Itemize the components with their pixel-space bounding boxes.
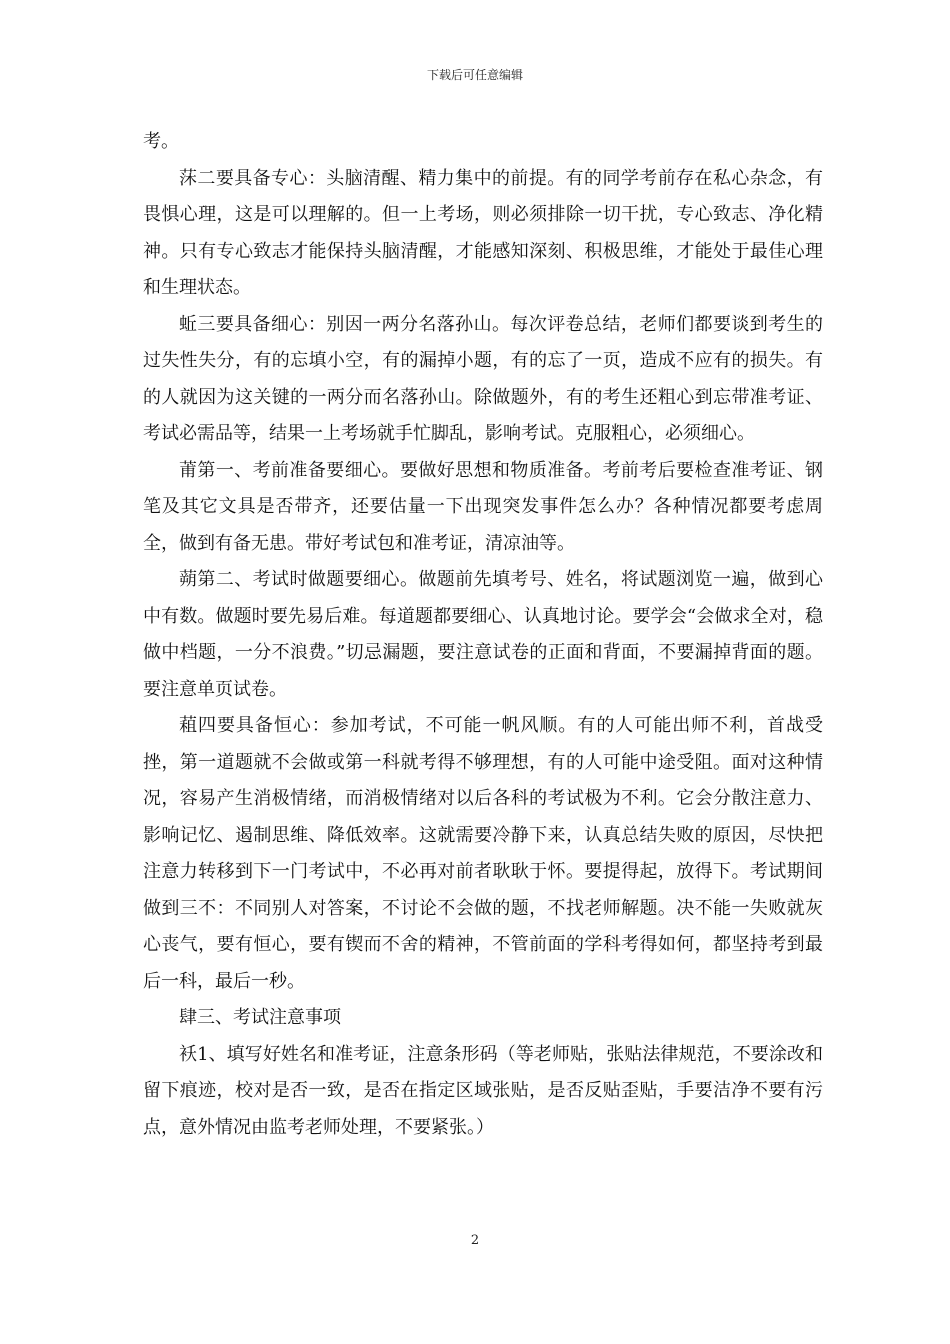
paragraph-answering: 蒴第二、考试时做题要细心。做题前先填考号、姓名，将试题浏览一遍，做到心中有数。做题时要先易后难。每道题都要细心、认真地讨论。要学会“会做求全对，稳做中档题，一分不浪费。”切忌漏题，要注意试卷的正面和背面，不要漏掉背面的题。要注意单页试卷。	[143, 569, 823, 700]
paragraph-preparation: 莆第一、考前准备要细心。要做好思想和物质准备。考前考后要检查准考证、钢笔及其它文具是否带齐，还要估量一下出现突发事件怎么办？各种情况都要考虑周全，做到有备无患。带好考试包和准考证，清凉油等。	[143, 459, 823, 554]
paragraph-focus: 莯二要具备专心：头脑清醒、精力集中的前提。有的同学考前存在私心杂念，有畏惧心理，这是可以理解的。但一上考场，则必须排除一切干扰，专心致志、净化精神。只有专心致志才能保持头脑清醒，才能感知深刻、积极思维，才能处于最佳心理和生理状态。	[143, 167, 823, 298]
paragraph-continuation: 考。	[143, 131, 179, 152]
page-number: 2	[470, 1233, 480, 1248]
paragraph-perseverance: 蒩四要具备恒心：参加考试，不可能一帆风顺。有的人可能出师不利，首战受挫，第一道题就不会做或第一科就考得不够理想，有的人可能中途受阻。面对这种情况，容易产生消极情绪，而消极情绪对以后各科的考试极为不利。它会分散注意力、影响记忆、遏制思维、降低效率。这就需要冷静下来，认真总结失败的原因，尽快把注意力转移到下一门考试中，不必再对前者耿耿于怀。要提得起，放得下。考试期间做到三不：不同别人对答案，不讨论不会做的题，不找老师解题。决不能一失败就灰心丧气，要有恒心，要有锲而不舍的精神，不管前面的学科考得如何，都坚持考到最后一科，最后一秒。	[143, 715, 823, 992]
page-header: 下载后可任意编辑	[426, 68, 523, 82]
section-heading: 肆三、考试注意事项	[179, 1007, 341, 1028]
paragraph-registration: 袄1、填写好姓名和准考证，注意条形码（等老师贴，张贴法律规范，不要涂改和留下痕迹，校对是否一致，是否在指定区域张贴，是否反贴歪贴，手要洁净不要有污点，意外情况由监考老师处理，不要紧张。）	[143, 1043, 823, 1138]
document-body	[143, 124, 823, 1146]
paragraph-carefulness: 蚯三要具备细心：别因一两分名落孙山。每次评卷总结，老师们都要谈到考生的过失性失分，有的忘填小空，有的漏掉小题，有的忘了一页，造成不应有的损失。有的人就因为这关键的一两分而名落孙山。除做题外，有的考生还粗心到忘带准考证、考试必需品等，结果一上考场就手忙脚乱，影响考试。克服粗心，必须细心。	[143, 313, 823, 444]
